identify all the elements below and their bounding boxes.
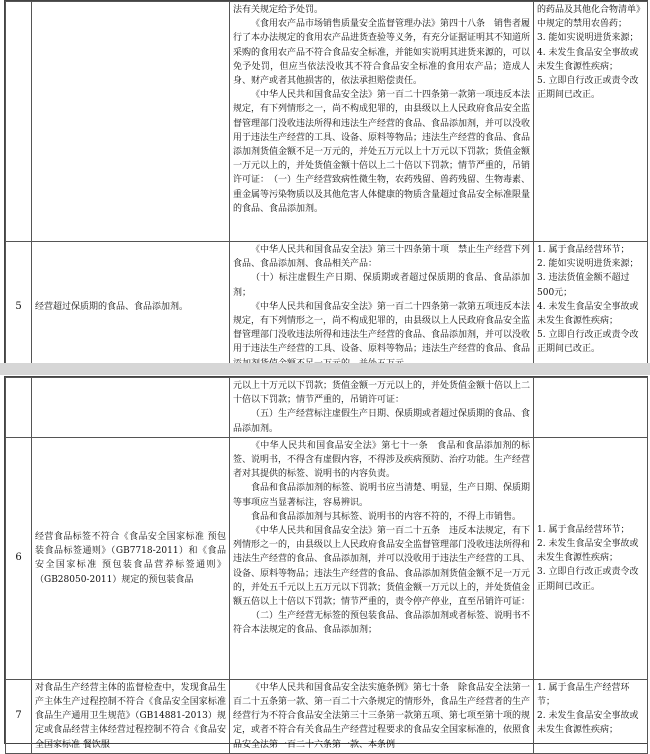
violation-item: 经营超过保质期的食品、食品添加剂。 xyxy=(32,242,230,373)
exemption-criteria xyxy=(534,378,648,438)
table-row xyxy=(6,2,648,242)
basis-paragraph: 元以上十万元以下罚款；货值金额一万元以上的，并处货值金额十倍以上二十倍以下罚款；情节严重的，吊销许可证： xyxy=(233,381,531,406)
row-number: 7 xyxy=(6,679,32,753)
basis-paragraph: （二）生产经营无标签的预包装食品、食品添加剂或者标签、说明书不符合本法规定的食品、食品添加剂； xyxy=(233,611,531,636)
basis-paragraph: 《中华人民共和国食品安全法》第七十一条 食品和食品添加剂的标签、说明书，不得含有虚假内容，不得涉及疾病预防、治疗功能。生产经营者对其提供的标签、说明书的内容负责。 xyxy=(233,440,531,480)
document-page-2 xyxy=(4,376,648,750)
table-row xyxy=(6,378,648,438)
criteria-item: 1. 属于食品生产经营环节； xyxy=(537,682,630,708)
basis-paragraph: 食品和食品添加剂的标签、说明书应当清楚、明显，生产日期、保质期等事项应当显著标注，容易辨识。 xyxy=(233,483,531,508)
criteria-item: 2. 未发生食品安全事故或未发生食源性疾病； xyxy=(537,711,639,736)
document-page-1 xyxy=(4,0,648,364)
exemption-criteria xyxy=(534,437,648,679)
basis-paragraph: （十）标注虚假生产日期、保质期或者超过保质期的食品、食品添加剂； xyxy=(233,273,530,298)
row-number: 6 xyxy=(6,437,32,679)
legal-basis xyxy=(230,378,534,438)
basis-paragraph: 《中华人民共和国食品安全法》第一百二十四条第一款第五项违反本法规定，有下列情形之一，尚不构成犯罪的，由县级以上人民政府食品安全监督管理部门没收违法所得和违法生产经营的食品、食品添加剂，并可以没收用于违法生产经营的工具、设备、原料等物品；违法生产经营的食品、食品 xyxy=(233,301,531,355)
violation-item: 对食品生产经营主体的监督检查中，发现食品生产主体生产过程控制不符合《食品安全国家标准 食品生产通用卫生规范》（GB14881-2013）规定或食品经营主体经营过程控制不符合《食品安全国家标准 餐饮服 xyxy=(32,679,230,753)
criteria-item: 2. 能如实说明进货来源； xyxy=(537,259,639,270)
basis-paragraph: 《中华人民共和国食品安全法》第一百二十五条 违反本法规定，有下列情形之一的，由县级以上人民政府食品安全监督管理部门没收违法所得和违法生产经营的食品、食品添加剂，并可以没收用于违法生产经营的工具、设备、原料等物品；违法生产经营的食品、食品添加剂货值金额不足一万元的，并处五千元以上五万元以下罚款；货值金额一万元以上的，并处货值金额五倍以上十倍以下罚款；情节严重的，责令停产停业，直至吊销许可证： xyxy=(233,526,531,608)
criteria-item: 5. 立即自行改正或责令改正期间已改正。 xyxy=(537,76,639,101)
penalty-table-page-2 xyxy=(5,377,648,754)
criteria-item: 3. 能如实说明进货来源； xyxy=(537,33,639,44)
basis-paragraph: 法有关规定给予处罚。 xyxy=(233,5,324,15)
criteria-item: 4. 未发生食品安全事故或未发生食源性疾病； xyxy=(537,47,639,72)
row-number xyxy=(6,378,32,438)
criteria-item: 1. 属于食品经营环节； xyxy=(537,245,630,255)
table-row xyxy=(6,437,648,679)
basis-paragraph: 《食用农产品市场销售质量安全监督管理办法》第四十八条 销售者履行了本办法规定的食用农产品进货查验等义务，有充分证据证明其不知道所采购的食用农产品不符合食品安全标准，并能如实说明其进货来源的，可以免予处罚，但应当依法没收其不符合食品安全标准的食用农产品；造成人身、财产或者其他损害的，依法承担赔偿责任。 xyxy=(233,19,531,87)
criteria-item: 3. 违法货值金额不超过500元； xyxy=(537,273,630,298)
penalty-table-page-1 xyxy=(5,1,648,373)
basis-paragraph: （五）生产经营标注虚假生产日期、保质期或者超过保质期的食品、食品添加剂。 xyxy=(233,409,531,434)
legal-basis xyxy=(230,242,534,373)
row-number: 5 xyxy=(6,242,32,373)
exemption-criteria xyxy=(534,242,648,373)
basis-paragraph: 《中华人民共和国食品安全法实施条例》第七十条 除食品安全法第一百二十五条第一款、第一百二十六条规定的情形外，食品生产经营者的生产经营行为不符合食品安全法第三十三条第一款第五项、第七项至第十项的规定，或者不符合有关食品生产经营过程要求的食品安全国家标准的，依照食品安全法第一百二十六条第一款、本条例 xyxy=(233,682,531,750)
criteria-item: 4. 未发生食品安全事故或未发生食源性疾病； xyxy=(537,301,639,327)
legal-basis xyxy=(230,2,534,242)
violation-item xyxy=(32,378,230,438)
criteria-item: 3. 立即自行改正或责令改正期间已改正。 xyxy=(537,567,639,592)
basis-paragraph: 《中华人民共和国食品安全法》第三十四条第十项 禁止生产经营下列食品、食品添加剂、食品相关产品： xyxy=(233,245,531,270)
table-row xyxy=(6,679,648,753)
table-row xyxy=(6,242,648,373)
criteria-item: 的药品及其他化合物清单》中规定的禁用农兽药； xyxy=(537,5,641,30)
exemption-criteria xyxy=(534,2,648,242)
violation-item xyxy=(32,2,230,242)
exemption-criteria xyxy=(534,679,648,753)
criteria-item: 5. 立即自行改正或责令改正期间已改正。 xyxy=(537,330,639,355)
criteria-item: 1. 属于食品经营环节； xyxy=(537,524,630,535)
basis-paragraph: 《中华人民共和国食品安全法》第一百二十四条第一款第一项违反本法规定，有下列情形之一，尚不构成犯罪的，由县级以上人民政府食品安全监督管理部门没收违法所得和违法生产经营的食品、食品添加剂，并可以没收用于违法生产经营的工具、设备、原料等物品；违法生产经营的食品、食品添加剂货值金额不足一万元的，并处五万元以上十万元以下罚款；货值金额一万元以上的，并处货值金额十倍以上二十倍以下罚款；情节严重的，吊销许可证： （一）生产经营致病性微生物，农药残留、兽药残留、生物毒素、重金属等污染物质以及其他危害人体健康的物质含量超过食品安全标准限量的食品、食品添加剂。 xyxy=(233,90,531,214)
criteria-item: 2. 未发生食品安全事故或未发生食源性疾病； xyxy=(537,539,639,564)
row-number xyxy=(6,2,32,242)
legal-basis xyxy=(230,437,534,679)
violation-item: 经营食品标签不符合《食品安全国家标准 预包装食品标签通则》（GB7718-2011）和《食品安全国家标准 预包装食品营养标签通则》（GB28050-2011）规定的预包装食品 xyxy=(32,437,230,679)
basis-paragraph: 食品和食品添加剂与其标签、说明书的内容不符的，不得上市销售。 xyxy=(251,511,522,522)
page-gap xyxy=(0,363,650,375)
legal-basis xyxy=(230,679,534,753)
